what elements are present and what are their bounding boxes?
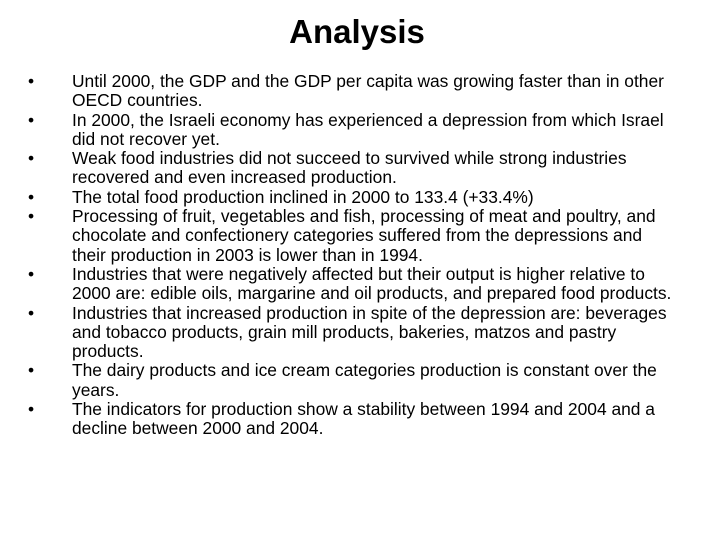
bullet-text: The total food production inclined in 2000 to 133.4 (+33.4%)	[72, 186, 534, 207]
bullet-item-3	[28, 149, 678, 188]
bullet-text: Until 2000, the GDP and the GDP per capita was growing faster than in other OECD countries.	[72, 71, 664, 111]
bullet-text: Industries that increased production in spite of the depression are: beverages and tobacco products, grain mill products, bakeries, matzos and pastry products.	[72, 302, 667, 362]
bullet-icon: •	[28, 206, 35, 227]
bullet-text: The dairy products and ice cream categories production is constant over the years.	[72, 360, 657, 400]
bullet-list	[28, 72, 678, 439]
bullet-text: Weak food industries did not succeed to survived while strong industries recovered and even increased production.	[72, 148, 627, 188]
bullet-icon: •	[28, 399, 35, 420]
bullet-icon: •	[28, 71, 35, 91]
bullet-text: Processing of fruit, vegetables and fish, processing of meat and poultry, and chocolate and confectionery categories suffered from the depressions and their production in 2003 is lower than in 1994.	[72, 206, 656, 265]
bullet-item-2	[28, 111, 678, 150]
bullet-icon: •	[28, 263, 35, 284]
bullet-icon: •	[28, 148, 35, 169]
bullet-icon: •	[28, 302, 35, 323]
bullet-item-1	[28, 72, 678, 111]
bullet-text: The indicators for production show a stability between 1994 and 2004 and a decline between 2000 and 2004.	[72, 399, 655, 439]
bullet-item-4	[28, 188, 678, 207]
bullet-icon: •	[28, 109, 35, 130]
bullet-icon: •	[28, 186, 35, 207]
bullet-item-9	[28, 400, 678, 439]
bullet-item-6	[28, 265, 678, 304]
bullet-text: Industries that were negatively affected but their output is higher relative to 2000 are: edible oils, margarine and oil products, and prepared food products.	[72, 263, 672, 304]
bullet-text: In 2000, the Israeli economy has experienced a depression from which Israel did not recover yet.	[72, 109, 664, 149]
bullet-item-8	[28, 361, 678, 400]
slide-title: Analysis	[289, 13, 425, 50]
bullet-icon: •	[28, 360, 35, 381]
bullet-item-7	[28, 304, 678, 362]
bullet-item-5	[28, 207, 678, 265]
